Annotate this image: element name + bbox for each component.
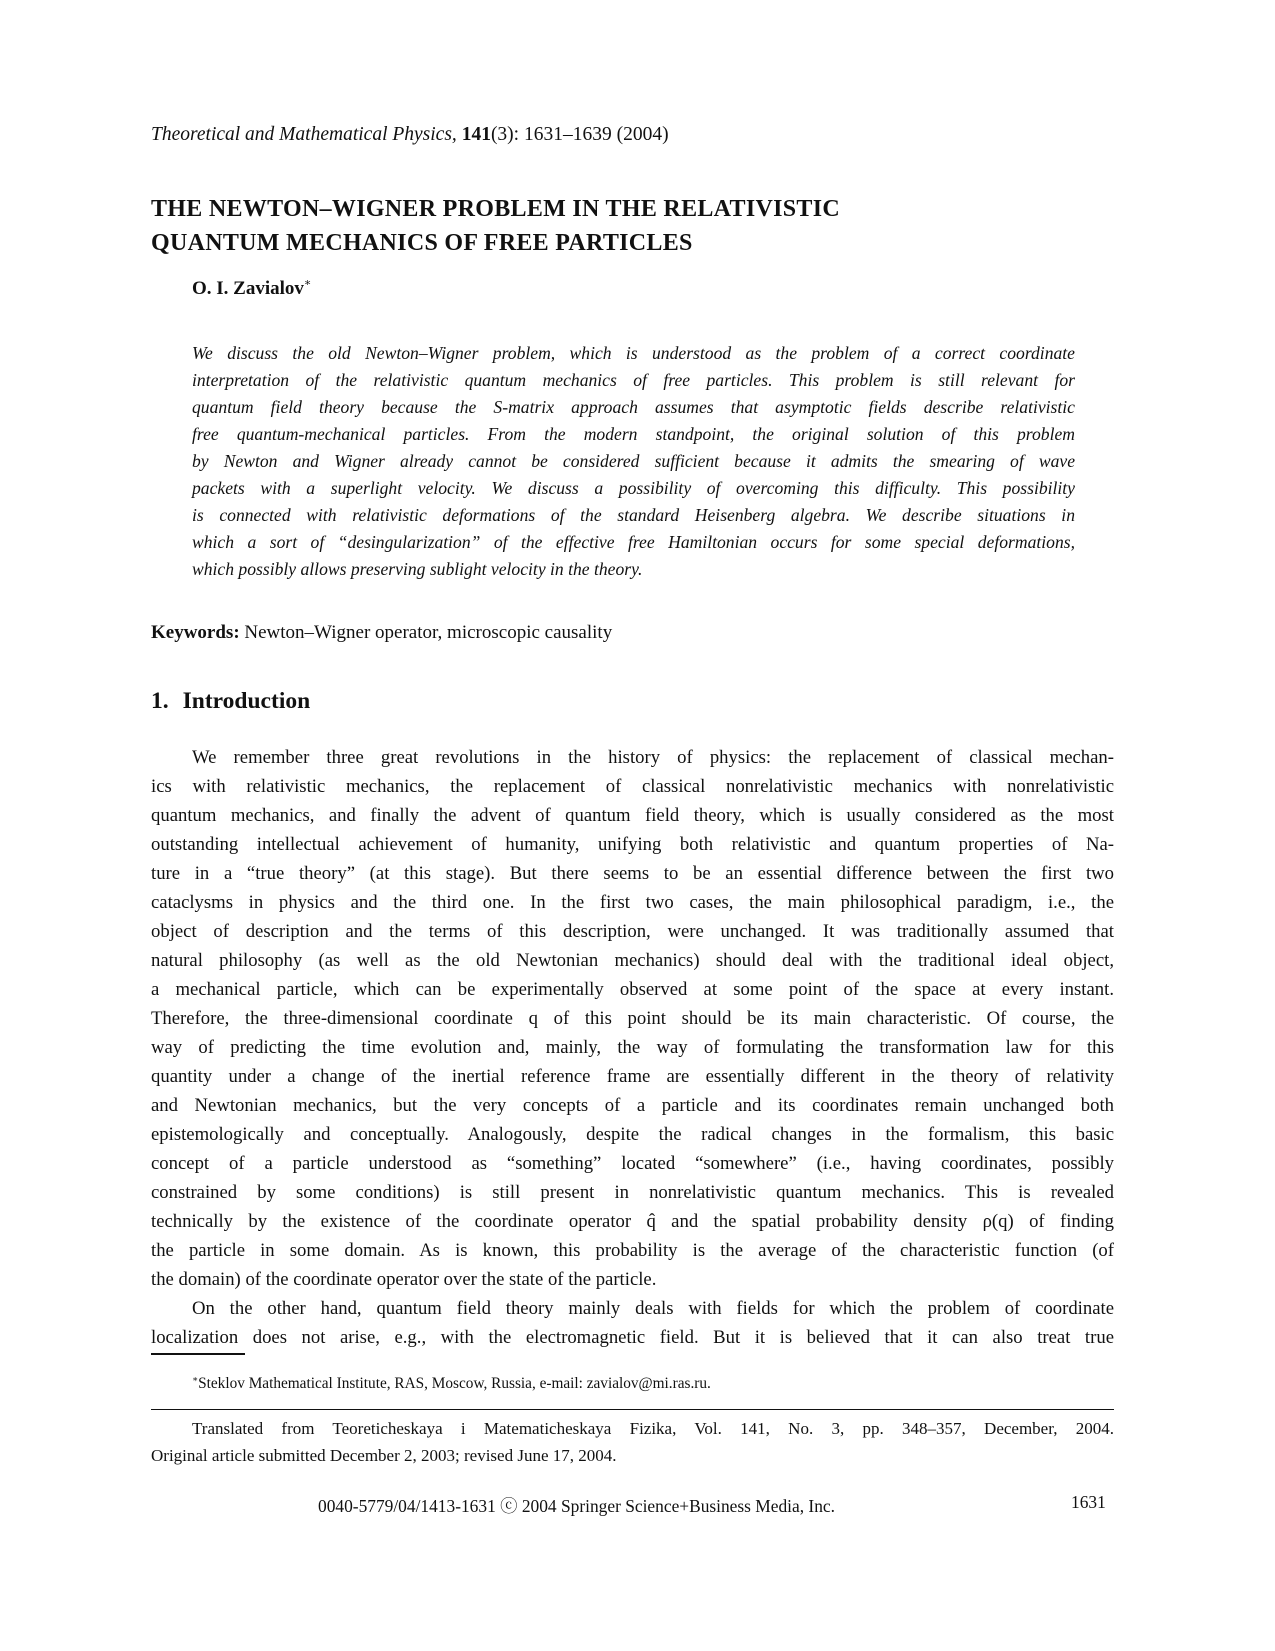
journal-citation bbox=[151, 124, 669, 146]
keywords-text: Newton–Wigner operator, microscopic causality bbox=[244, 622, 613, 643]
section-title: Introduction bbox=[182, 688, 311, 714]
body-line: outstanding intellectual achievement of humanity, unifying both relativistic and quantum properties of Na- bbox=[151, 834, 1114, 855]
journal-issue-pages-year: (3): 1631–1639 (2004) bbox=[490, 124, 669, 145]
translation-line: Translated from Teoreticheskaya i Matematicheskaya Fizika, Vol. 141, No. 3, pp. 348–357, December, 2004. bbox=[192, 1419, 1114, 1438]
footnote-mark: ∗ bbox=[192, 1374, 199, 1384]
body-line: the particle in some domain. As is known, this probability is the average of the characteristic function (of bbox=[151, 1240, 1114, 1261]
body-line: and Newtonian mechanics, but the very concepts of a particle and its coordinates remain unchanged both bbox=[151, 1095, 1114, 1116]
body-line: way of predicting the time evolution and, mainly, the way of formulating the transformation law for this bbox=[151, 1037, 1114, 1058]
abstract-line: which a sort of “desingularization” of the effective free Hamiltonian occurs for some special deformations, bbox=[192, 532, 1075, 552]
body-line: We remember three great revolutions in the history of physics: the replacement of classical mechan- bbox=[192, 747, 1114, 768]
body-line: concept of a particle understood as “something” located “somewhere” (i.e., having coordinates, possibly bbox=[151, 1153, 1114, 1174]
body-line: natural philosophy (as well as the old Newtonian mechanics) should deal with the traditional ideal object, bbox=[151, 950, 1114, 971]
abstract-line: is connected with relativistic deformations of the standard Heisenberg algebra. We describe situations in bbox=[192, 505, 1075, 525]
translation-divider bbox=[151, 1409, 1114, 1410]
body-line: ics with relativistic mechanics, the replacement of classical nonrelativistic mechanics with nonrelativistic bbox=[151, 776, 1114, 797]
body-line: object of description and the terms of this description, were unchanged. It was traditionally assumed that bbox=[151, 921, 1114, 942]
body-text bbox=[151, 743, 1114, 1352]
body-line: localization does not arise, e.g., with the electromagnetic field. But it is believed that it can also treat true bbox=[151, 1327, 1114, 1348]
body-line: cataclysms in physics and the third one. In the first two cases, the main philosophical paradigm, i.e., the bbox=[151, 892, 1114, 913]
abstract-line: interpretation of the relativistic quantum mechanics of free particles. This problem is still relevant for bbox=[192, 370, 1075, 390]
title-line: QUANTUM MECHANICS OF FREE PARTICLES bbox=[151, 230, 693, 256]
abstract-line: which possibly allows preserving sublight velocity in the theory. bbox=[192, 559, 643, 579]
author bbox=[192, 276, 311, 300]
body-line: epistemologically and conceptually. Analogously, despite the radical changes in the formalism, this basic bbox=[151, 1124, 1114, 1145]
footnote-divider bbox=[151, 1353, 245, 1355]
author-footnote-mark: ∗ bbox=[303, 277, 312, 289]
body-line: quantity under a change of the inertial reference frame are essentially different in the theory of relativity bbox=[151, 1066, 1114, 1087]
translation-note bbox=[151, 1415, 1114, 1469]
section-number: 1. bbox=[151, 688, 169, 714]
body-line: ture in a “true theory” (at this stage). But there seems to be an essential difference between the first two bbox=[151, 863, 1114, 884]
abstract-line: by Newton and Wigner already cannot be considered sufficient because it admits the smearing of wave bbox=[192, 451, 1075, 471]
footnote bbox=[192, 1374, 711, 1393]
copyright-line: 0040-5779/04/1413-1631 ⓒ 2004 Springer Science+Business Media, Inc. bbox=[318, 1496, 835, 1516]
body-line: Therefore, the three-dimensional coordinate q of this point should be its main characteristic. Of course, the bbox=[151, 1008, 1114, 1029]
keywords-label: Keywords: bbox=[151, 622, 240, 643]
section-heading bbox=[151, 688, 310, 715]
title-line: THE NEWTON–WIGNER PROBLEM IN THE RELATIVISTIC bbox=[151, 196, 840, 222]
body-line: constrained by some conditions) is still present in nonrelativistic quantum mechanics. This is revealed bbox=[151, 1182, 1114, 1203]
abstract-line: free quantum-mechanical particles. From the modern standpoint, the original solution of this problem bbox=[192, 424, 1075, 444]
journal-volume: 141 bbox=[461, 124, 491, 145]
abstract bbox=[192, 340, 1075, 583]
paper-title bbox=[151, 192, 1051, 260]
body-line: On the other hand, quantum field theory mainly deals with fields for which the problem of coordinate bbox=[192, 1298, 1114, 1319]
body-line: technically by the existence of the coordinate operator q̂ and the spatial probability density ρ(q) of finding bbox=[151, 1211, 1114, 1232]
footnote-text: Steklov Mathematical Institute, RAS, Moscow, Russia, e-mail: zavialov@mi.ras.ru. bbox=[198, 1375, 711, 1392]
body-line: quantum mechanics, and finally the advent of quantum field theory, which is usually considered as the most bbox=[151, 805, 1114, 826]
keywords bbox=[151, 622, 612, 644]
journal-name: Theoretical and Mathematical Physics, bbox=[151, 124, 457, 145]
translation-line: Original article submitted December 2, 2003; revised June 17, 2004. bbox=[151, 1446, 617, 1465]
abstract-line: quantum field theory because the S-matrix approach assumes that asymptotic fields describe relativistic bbox=[192, 397, 1075, 417]
abstract-line: packets with a superlight velocity. We discuss a possibility of overcoming this difficulty. This possibility bbox=[192, 478, 1075, 498]
body-line: a mechanical particle, which can be experimentally observed at some point of the space at every instant. bbox=[151, 979, 1114, 1000]
page-number: 1631 bbox=[1071, 1492, 1106, 1512]
body-line: the domain) of the coordinate operator over the state of the particle. bbox=[151, 1269, 657, 1290]
author-name: O. I. Zavialov bbox=[192, 278, 304, 299]
abstract-line: We discuss the old Newton–Wigner problem, which is understood as the problem of a correct coordinate bbox=[192, 343, 1075, 363]
